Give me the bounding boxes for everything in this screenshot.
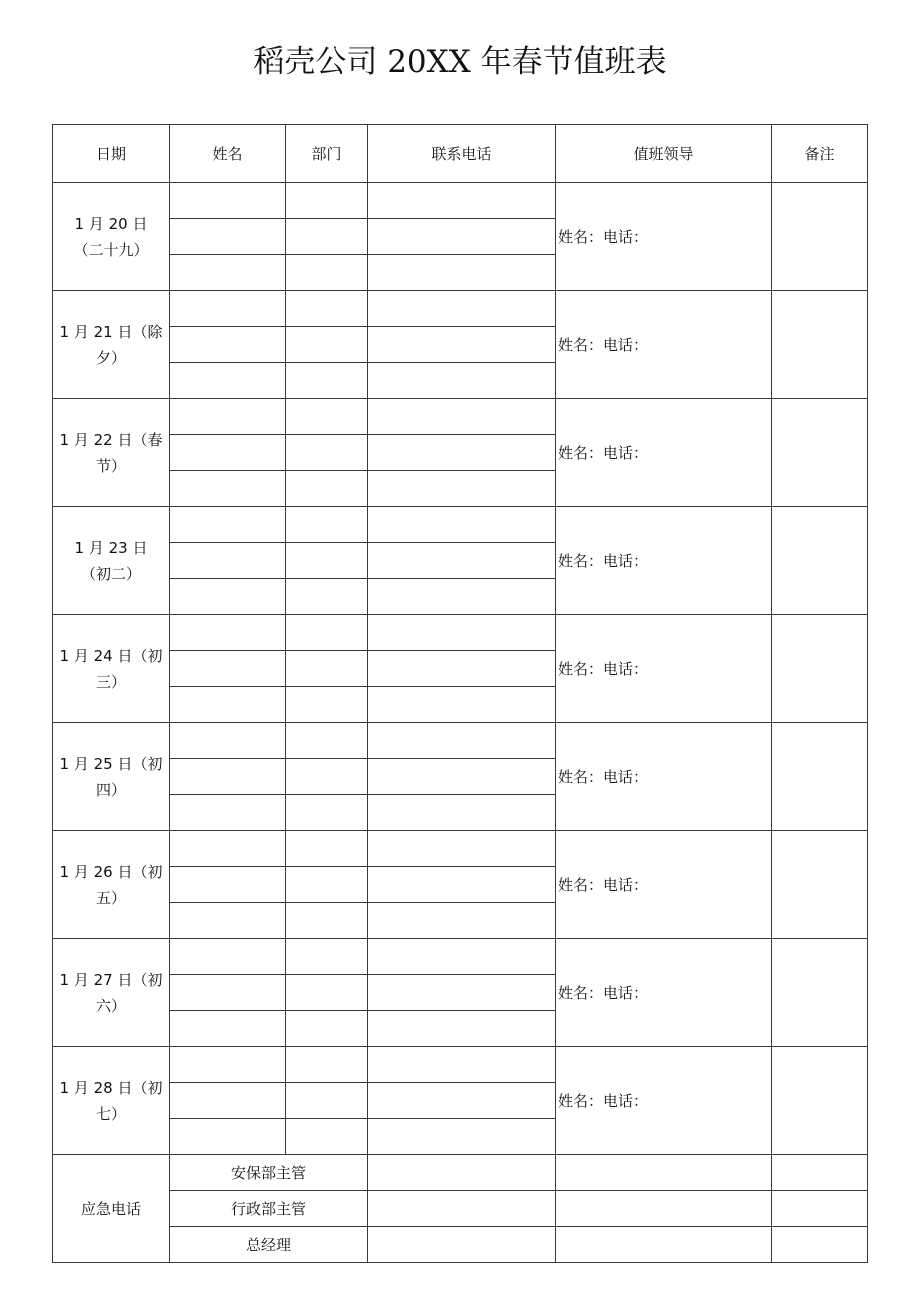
phone-cell[interactable] <box>368 795 556 831</box>
phone-cell[interactable] <box>368 471 556 507</box>
emergency-phone-cell[interactable] <box>368 1155 556 1191</box>
emergency-role: 行政部主管 <box>170 1191 368 1227</box>
department-cell[interactable] <box>286 1047 368 1083</box>
name-cell[interactable] <box>170 363 286 399</box>
department-cell[interactable] <box>286 831 368 867</box>
department-cell[interactable] <box>286 1011 368 1047</box>
department-cell[interactable] <box>286 723 368 759</box>
emergency-leader-cell[interactable] <box>556 1191 772 1227</box>
page-title: 稻壳公司 20XX 年春节值班表 <box>253 44 667 80</box>
phone-cell[interactable] <box>368 363 556 399</box>
department-cell[interactable] <box>286 543 368 579</box>
phone-cell[interactable] <box>368 219 556 255</box>
date-cell <box>53 507 170 615</box>
lunar-label: （二十九） <box>73 240 149 259</box>
emergency-role: 总经理 <box>170 1227 368 1263</box>
phone-cell[interactable] <box>368 759 556 795</box>
department-cell[interactable] <box>286 651 368 687</box>
name-cell[interactable] <box>170 183 286 219</box>
department-cell[interactable] <box>286 1119 368 1155</box>
department-cell[interactable] <box>286 687 368 723</box>
remarks-cell[interactable] <box>772 291 868 399</box>
phone-cell[interactable] <box>368 1011 556 1047</box>
table-row <box>53 183 868 219</box>
date-label: 1 月 28 日（初 <box>59 1078 163 1097</box>
emergency-row <box>53 1227 868 1263</box>
lunar-label: （初二） <box>80 564 141 583</box>
department-cell[interactable] <box>286 507 368 543</box>
leader-cell[interactable]: 姓名：电话： <box>556 615 772 723</box>
phone-cell[interactable] <box>368 903 556 939</box>
header-date: 日期 <box>53 125 170 183</box>
date-cell <box>53 183 170 291</box>
name-cell[interactable] <box>170 543 286 579</box>
header-name: 姓名 <box>170 125 286 183</box>
name-cell[interactable] <box>170 759 286 795</box>
name-cell[interactable] <box>170 579 286 615</box>
date-cell <box>53 615 170 723</box>
phone-cell[interactable] <box>368 939 556 975</box>
date-label: 1 月 26 日（初 <box>59 862 163 881</box>
table-row <box>53 291 868 327</box>
phone-cell[interactable] <box>368 831 556 867</box>
department-cell[interactable] <box>286 399 368 435</box>
date-cell <box>53 291 170 399</box>
leader-cell[interactable]: 姓名：电话： <box>556 831 772 939</box>
header-remarks: 备注 <box>772 125 868 183</box>
name-cell[interactable] <box>170 399 286 435</box>
remarks-cell[interactable] <box>772 1047 868 1155</box>
name-cell[interactable] <box>170 1047 286 1083</box>
department-cell[interactable] <box>286 939 368 975</box>
name-cell[interactable] <box>170 255 286 291</box>
leader-cell[interactable]: 姓名：电话： <box>556 291 772 399</box>
date-label: 1 月 21 日（除 <box>59 322 163 341</box>
name-cell[interactable] <box>170 615 286 651</box>
table-row <box>53 939 868 975</box>
emergency-remarks-cell[interactable] <box>772 1191 868 1227</box>
phone-cell[interactable] <box>368 579 556 615</box>
date-cell <box>53 831 170 939</box>
department-cell[interactable] <box>286 795 368 831</box>
duty-table <box>52 124 868 1263</box>
remarks-cell[interactable] <box>772 507 868 615</box>
department-cell[interactable] <box>286 903 368 939</box>
emergency-leader-cell[interactable] <box>556 1155 772 1191</box>
department-cell[interactable] <box>286 183 368 219</box>
remarks-cell[interactable] <box>772 723 868 831</box>
name-cell[interactable] <box>170 651 286 687</box>
name-cell[interactable] <box>170 903 286 939</box>
name-cell[interactable] <box>170 975 286 1011</box>
phone-cell[interactable] <box>368 651 556 687</box>
name-cell[interactable] <box>170 435 286 471</box>
date-cell <box>53 1047 170 1155</box>
emergency-remarks-cell[interactable] <box>772 1155 868 1191</box>
emergency-remarks-cell[interactable] <box>772 1227 868 1263</box>
header-department: 部门 <box>286 125 368 183</box>
department-cell[interactable] <box>286 255 368 291</box>
table-row <box>53 1047 868 1083</box>
department-cell[interactable] <box>286 579 368 615</box>
header-phone: 联系电话 <box>368 125 556 183</box>
header-leader: 值班领导 <box>556 125 772 183</box>
name-cell[interactable] <box>170 1011 286 1047</box>
phone-cell[interactable] <box>368 975 556 1011</box>
leader-cell[interactable]: 姓名：电话： <box>556 1047 772 1155</box>
phone-cell[interactable] <box>368 867 556 903</box>
lunar-label: 四） <box>95 780 126 799</box>
leader-cell[interactable]: 姓名：电话： <box>556 183 772 291</box>
department-cell[interactable] <box>286 363 368 399</box>
phone-cell[interactable] <box>368 399 556 435</box>
date-label: 1 月 20 日 <box>74 214 148 233</box>
department-cell[interactable] <box>286 759 368 795</box>
leader-cell[interactable]: 姓名：电话： <box>556 939 772 1047</box>
lunar-label: 三） <box>95 672 126 691</box>
phone-cell[interactable] <box>368 507 556 543</box>
date-cell <box>53 399 170 507</box>
remarks-cell[interactable] <box>772 615 868 723</box>
leader-cell[interactable]: 姓名：电话： <box>556 399 772 507</box>
lunar-label: 七） <box>95 1104 126 1123</box>
table-row <box>53 615 868 651</box>
remarks-cell[interactable] <box>772 399 868 507</box>
name-cell[interactable] <box>170 795 286 831</box>
phone-cell[interactable] <box>368 723 556 759</box>
department-cell[interactable] <box>286 435 368 471</box>
date-label: 1 月 27 日（初 <box>59 970 163 989</box>
leader-cell[interactable]: 姓名：电话： <box>556 507 772 615</box>
name-cell[interactable] <box>170 327 286 363</box>
department-cell[interactable] <box>286 219 368 255</box>
table-row <box>53 831 868 867</box>
leader-cell[interactable]: 姓名：电话： <box>556 723 772 831</box>
department-cell[interactable] <box>286 975 368 1011</box>
emergency-label: 应急电话 <box>53 1155 170 1263</box>
phone-cell[interactable] <box>368 687 556 723</box>
table-row <box>53 507 868 543</box>
name-cell[interactable] <box>170 867 286 903</box>
department-cell[interactable] <box>286 327 368 363</box>
date-label: 1 月 25 日（初 <box>59 754 163 773</box>
date-label: 1 月 22 日（春 <box>59 430 163 449</box>
name-cell[interactable] <box>170 291 286 327</box>
department-cell[interactable] <box>286 615 368 651</box>
phone-cell[interactable] <box>368 291 556 327</box>
phone-cell[interactable] <box>368 435 556 471</box>
name-cell[interactable] <box>170 687 286 723</box>
lunar-label: 六） <box>95 996 126 1015</box>
header-row <box>53 125 868 183</box>
emergency-row <box>53 1155 868 1191</box>
department-cell[interactable] <box>286 291 368 327</box>
phone-cell[interactable] <box>368 1119 556 1155</box>
emergency-role: 安保部主管 <box>170 1155 368 1191</box>
emergency-phone-cell[interactable] <box>368 1191 556 1227</box>
name-cell[interactable] <box>170 471 286 507</box>
date-label: 1 月 24 日（初 <box>59 646 163 665</box>
lunar-label: 节） <box>95 456 126 475</box>
department-cell[interactable] <box>286 1083 368 1119</box>
department-cell[interactable] <box>286 867 368 903</box>
name-cell[interactable] <box>170 831 286 867</box>
date-cell <box>53 723 170 831</box>
phone-cell[interactable] <box>368 183 556 219</box>
phone-cell[interactable] <box>368 327 556 363</box>
phone-cell[interactable] <box>368 1083 556 1119</box>
name-cell[interactable] <box>170 723 286 759</box>
phone-cell[interactable] <box>368 1047 556 1083</box>
date-cell <box>53 939 170 1047</box>
remarks-cell[interactable] <box>772 183 868 291</box>
emergency-leader-cell[interactable] <box>556 1227 772 1263</box>
emergency-phone-cell[interactable] <box>368 1227 556 1263</box>
remarks-cell[interactable] <box>772 831 868 939</box>
name-cell[interactable] <box>170 1119 286 1155</box>
phone-cell[interactable] <box>368 255 556 291</box>
date-label: 1 月 23 日 <box>74 538 148 557</box>
name-cell[interactable] <box>170 507 286 543</box>
table-row <box>53 723 868 759</box>
lunar-label: 夕） <box>95 348 126 367</box>
remarks-cell[interactable] <box>772 939 868 1047</box>
name-cell[interactable] <box>170 939 286 975</box>
name-cell[interactable] <box>170 219 286 255</box>
emergency-row <box>53 1191 868 1227</box>
table-row <box>53 399 868 435</box>
phone-cell[interactable] <box>368 543 556 579</box>
name-cell[interactable] <box>170 1083 286 1119</box>
lunar-label: 五） <box>95 888 126 907</box>
phone-cell[interactable] <box>368 615 556 651</box>
department-cell[interactable] <box>286 471 368 507</box>
